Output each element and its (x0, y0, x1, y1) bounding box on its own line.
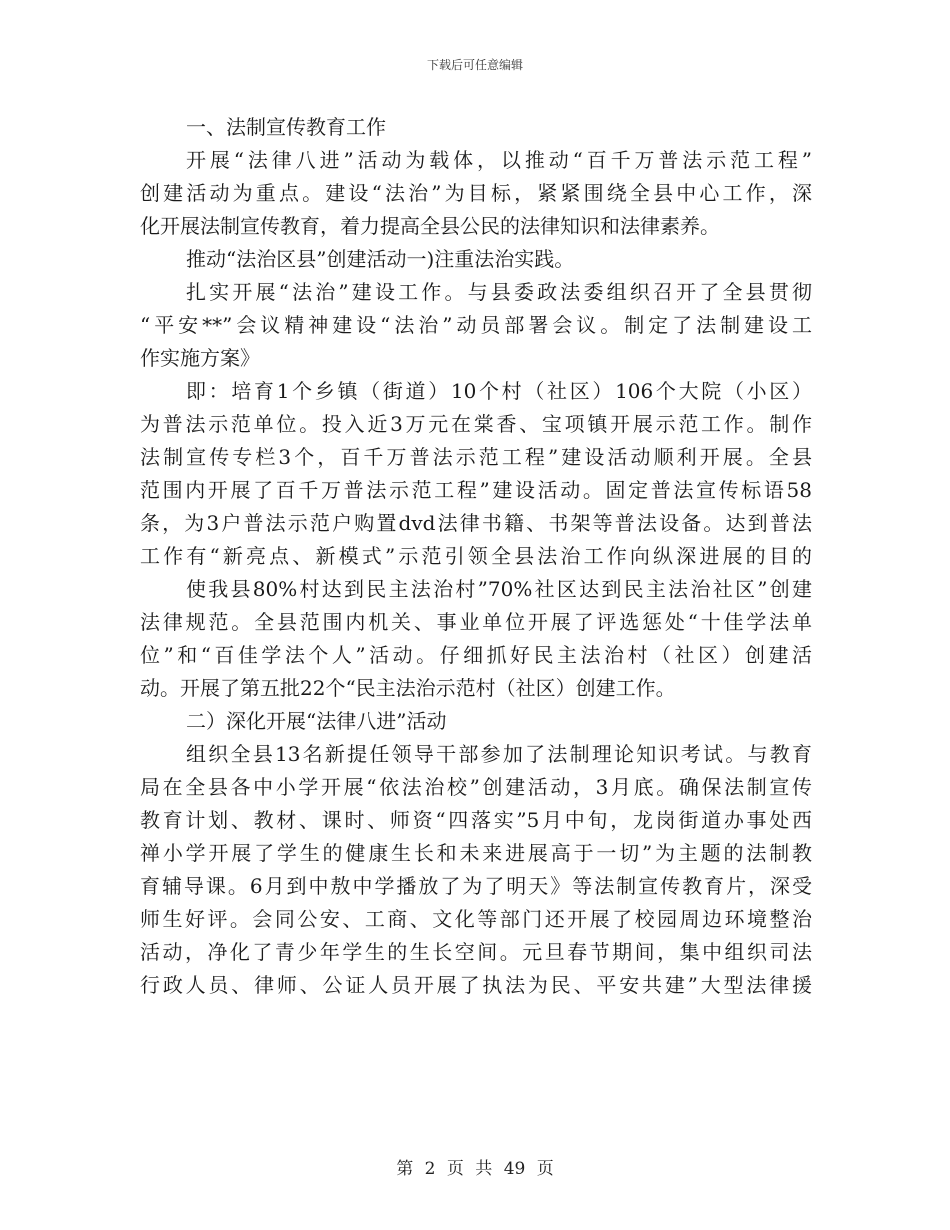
text-line: 工作有“新亮点、新模式”示范引领全县法治工作向纵深进展的目的 (140, 544, 812, 568)
text-line: 创建活动为重点。建设“法治”为目标，紧紧围绕全县中心工作，深 (140, 181, 812, 205)
text-line: 位”和“百佳学法个人”活动。仔细抓好民主法治村（社区）创建活 (140, 643, 812, 667)
document-body (140, 111, 812, 1002)
page-header: 下载后可任意编辑 (426, 58, 523, 72)
text-line: 即：培育1个乡镇（街道）10个村（社区）106个大院（小区） (186, 379, 812, 403)
text-line: 动。开展了第五批22个“民主法治示范村（社区）创建工作。 (140, 676, 676, 700)
text-line: 扎实开展“法治”建设工作。与县委政法委组织召开了全县贯彻 (186, 280, 812, 304)
text-line: 范围内开展了百千万普法示范工程”建设活动。固定普法宣传标语58 (140, 478, 812, 502)
text-line: 使我县80%村达到民主法治村”70%社区达到民主法治社区”创建 (186, 577, 812, 601)
text-line: 为普法示范单位。投入近3万元在棠香、宝项镇开展示范工作。制作 (140, 412, 812, 436)
text-line: 行政人员、律师、公证人员开展了执法为民、平安共建”大型法律援 (140, 973, 812, 997)
text-line: 一、法制宣传教育工作 (186, 115, 386, 139)
text-line: 教育计划、教材、课时、师资“四落实”5月中旬，龙岗街道办事处西 (140, 808, 812, 832)
text-line: 育辅导课。6月到中敖中学播放了为了明天》等法制宣传教育片，深受 (140, 874, 812, 898)
text-line: 法制宣传专栏3个，百千万普法示范工程”建设活动顺利开展。全县 (140, 445, 812, 469)
text-line: 条，为3户普法示范户购置dvd法律书籍、书架等普法设备。达到普法 (140, 511, 812, 535)
text-line: “平安**”会议精神建设“法治”动员部署会议。制定了法制建设工 (140, 313, 812, 337)
text-line: 禅小学开展了学生的健康生长和未来进展高于一切”为主题的法制教 (140, 841, 812, 865)
text-line: 开展“法律八进”活动为载体，以推动“百千万普法示范工程” (186, 148, 812, 172)
text-line: 化开展法制宣传教育，着力提高全县公民的法律知识和法律素养。 (140, 214, 720, 238)
text-line: 推动“法治区县”创建活动一)注重法治实践。 (186, 247, 575, 271)
text-line: 师生好评。会同公安、工商、文化等部门还开展了校园周边环境整治 (140, 907, 812, 931)
text-line: 活动，净化了青少年学生的生长空间。元旦春节期间，集中组织司法 (140, 940, 812, 964)
text-line: 二）深化开展“法律八进”活动 (186, 709, 447, 733)
text-line: 作实施方案》 (140, 346, 260, 370)
text-line: 法律规范。全县范围内机关、事业单位开展了评选惩处“十佳学法单 (140, 610, 812, 634)
page-footer: 第 2 页 共 49 页 (396, 1159, 554, 1179)
text-line: 组织全县13名新提任领导干部参加了法制理论知识考试。与教育 (186, 742, 812, 766)
text-line: 局在全县各中小学开展“依法治校”创建活动，3月底。确保法制宣传 (140, 775, 812, 799)
